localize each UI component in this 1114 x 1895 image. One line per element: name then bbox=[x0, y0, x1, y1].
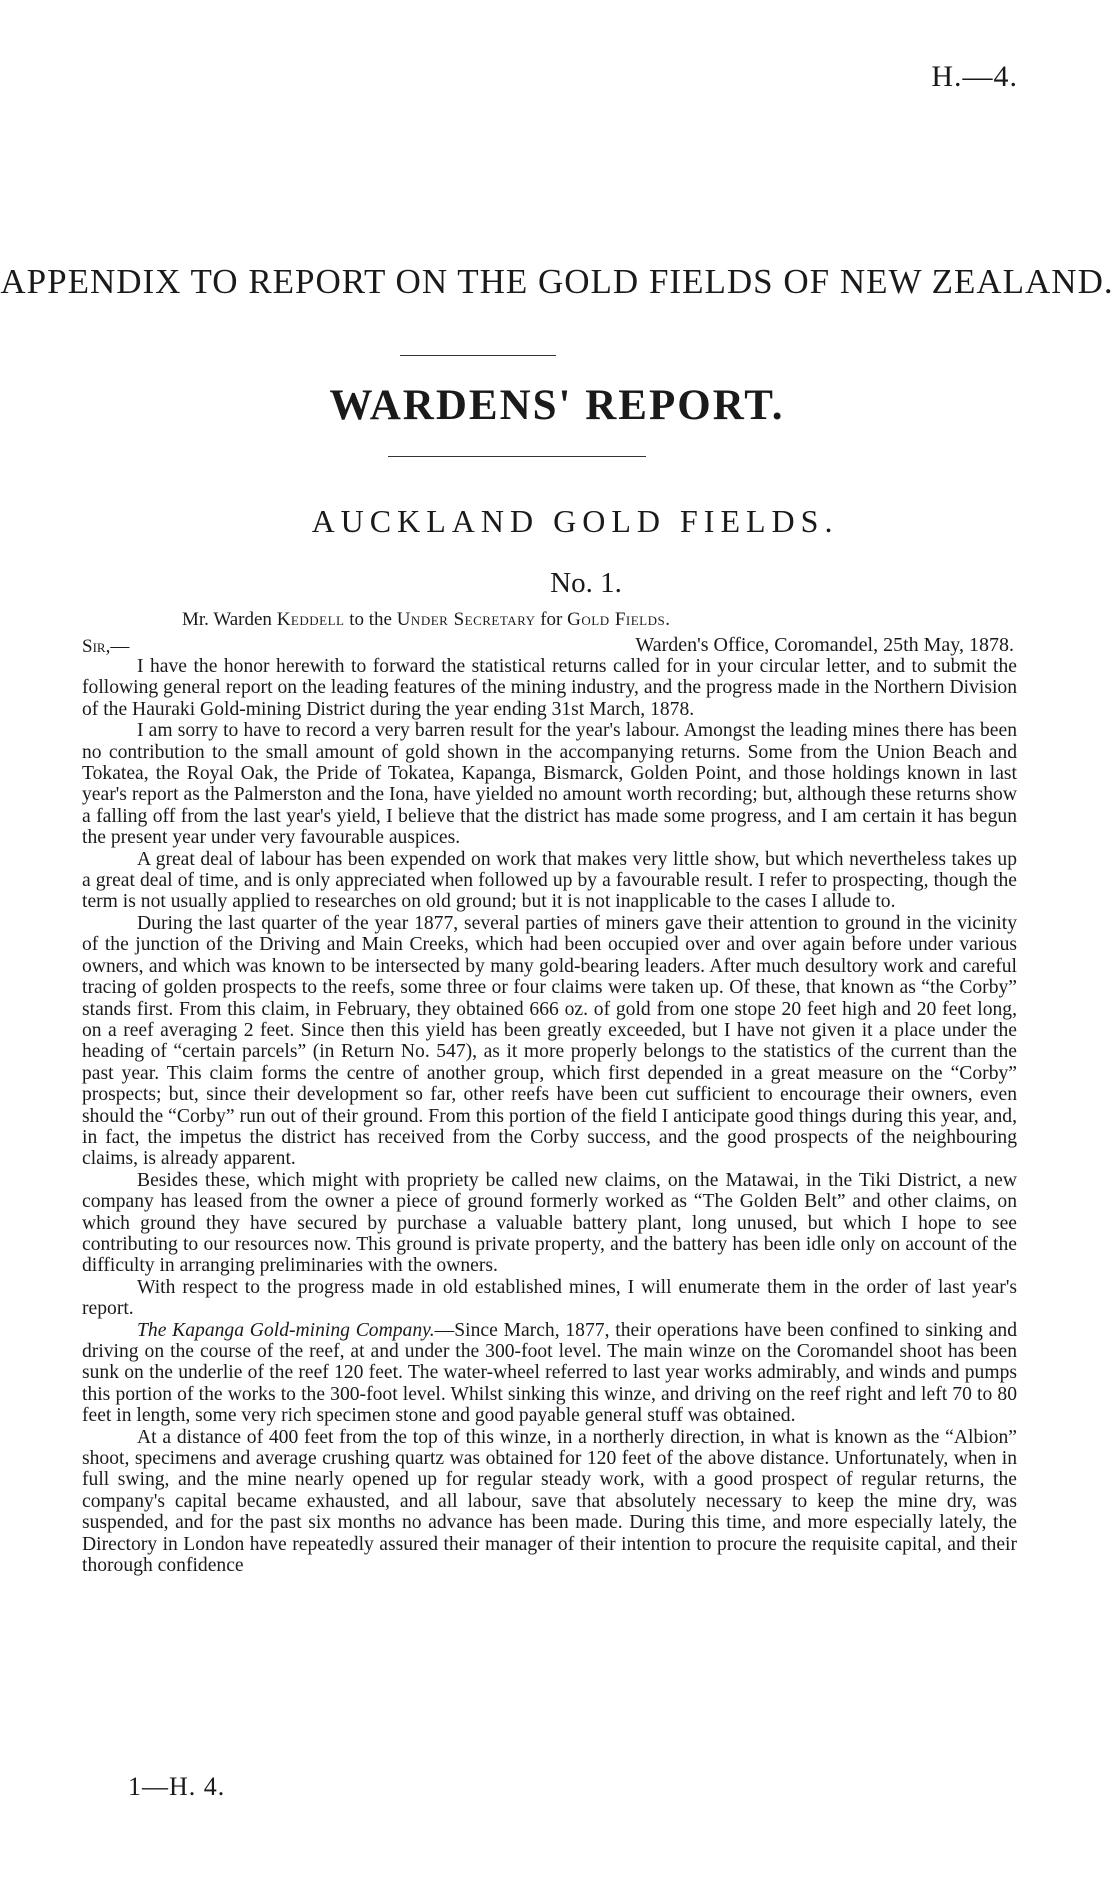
title-divider bbox=[400, 355, 556, 356]
addressee-dept: Gold Fields bbox=[567, 609, 666, 630]
report-title: APPENDIX TO REPORT ON THE GOLD FIELDS OF NEW ZEALAND. bbox=[0, 262, 1114, 301]
paragraph: During the last quarter of the year 1877, several parties of miners gave their attention to ground in the vicinity of the junction of the Driving and Main Creeks, which had been occupied over and over again before under various owners, and which was known to be intersected by many gold-bearing leaders. After much desultory work and careful tracing of golden prospects to the reefs, some three or four claims were taken up. Of these, that known as “the Corby” stands first. From this claim, in February, they obtained 666 oz. of gold from one stope 20 feet high and 20 feet long, on a reef averaging 2 feet. Since then this yield has been greatly exceeded, but I have not given it a place under the heading of “certain parcels” (in Return No. 547), as it more properly belongs to the statistics of the current than the past year. This claim forms the centre of another group, which first depended in a great measure on the “Corby” prospects; but, since their development so far, other reefs have been cut sufficient to encourage their owners, even should the “Corby” run out of their ground. From this portion of the field I anticipate good things during this year, and, in fact, the impetus the district has received from the Corby success, and the good prospects of the neighbouring claims, is already apparent. bbox=[82, 912, 1017, 1170]
letter-dateline: Warden's Office, Coromandel, 25th May, 1878. bbox=[635, 634, 1014, 656]
addressee-prefix: Mr. Warden bbox=[182, 609, 277, 630]
paragraph: A great deal of labour has been expended on work that makes very little show, but which nevertheless takes up a great deal of time, and is only appreciated when followed up by a favourable result. I refer to prospecting, though the term is not usually applied to researches on old ground; but it is not inapplicable to the cases I allude to. bbox=[82, 848, 1017, 913]
addressee-mid: to the bbox=[344, 609, 397, 630]
addressee-end: . bbox=[665, 609, 670, 630]
addressee-office: Under Secretary bbox=[396, 609, 536, 630]
section-heading: AUCKLAND GOLD FIELDS. bbox=[311, 503, 839, 539]
page-code: H.—4. bbox=[931, 60, 1018, 93]
paragraph: Besides these, which might with propriety be called new claims, on the Matawai, in the Tiki District, a new company has leased from the owner a piece of ground formerly worked as “The Golden Belt” and other claims, on which ground they have secured by purchase a valuable battery plant, long unused, but which I hope to see contributing to our resources now. This ground is private property, and the battery has been idle only on account of the difficulty in arranging preliminaries with the owners. bbox=[82, 1169, 1017, 1277]
paragraph-kapanga bbox=[82, 1320, 1017, 1427]
addressee-for: for bbox=[535, 609, 568, 630]
report-subtitle: WARDENS' REPORT. bbox=[329, 382, 785, 429]
letter-salutation: Sir,— bbox=[82, 636, 130, 657]
signature-mark: 1—H. 4. bbox=[128, 1772, 226, 1801]
paragraph: I am sorry to have to record a very barren result for the year's labour. Amongst the leading mines there has been no contribution to the small amount of gold shown in the accompanying returns. Some from the Union Beach and Tokatea, the Royal Oak, the Pride of Tokatea, Kapanga, Bismarck, Golden Point, and those holdings known in last year's report as the Palmerston and the Iona, have yielded no amount worth recording; but, although these returns show a falling off from the last year's yield, I believe that the district has made some progress, and I am certain it has begun the present year under very favourable auspices. bbox=[82, 720, 1017, 849]
paragraph: At a distance of 400 feet from the top of this winze, in a northerly direction, in what is known as the “Albion” shoot, specimens and average crushing quartz was obtained for 120 feet of the above distance. Unfortunately, when in full swing, and the mine nearly opened up for regular steady work, with a good prospect of regular returns, the company's capital became exhausted, and all labour, save that absolutely necessary to keep the mine dry, was suspended, and for the past six months no advance has been made. During this time, and more especially lately, the Directory in London have repeatedly assured their manager of their intention to procure the requisite capital, and their thorough confidence bbox=[82, 1426, 1017, 1577]
kapanga-text: —Since March, 1877, their operations have been confined to sinking and driving on the course of the reef, at and under the 300-foot level. The main winze on the Coromandel shoot has been sunk on the underlie of the reef 120 feet. The water-wheel referred to last year works admirably, and winds and pumps this portion of the works to the 300-foot level. Whilst sinking this winze, and driving on the reef right and left 70 to 80 feet in length, some very rich specimen stone and good payable general stuff was obtained. bbox=[82, 1319, 1017, 1427]
subtitle-divider bbox=[388, 456, 646, 457]
addressee-name: Keddell bbox=[276, 609, 345, 630]
document-number: No. 1. bbox=[550, 567, 622, 599]
paragraph: With respect to the progress made in old established mines, I will enumerate them in the order of last year's report. bbox=[82, 1276, 1017, 1320]
letter-addressee bbox=[182, 609, 670, 631]
kapanga-heading: The Kapanga Gold-mining Company. bbox=[137, 1319, 435, 1341]
letter-body bbox=[82, 656, 1017, 1576]
paragraph: I have the honor herewith to forward the statistical returns called for in your circular letter, and to submit the following general report on the leading features of the mining industry, and the progress made in the Northern Division of the Hauraki Gold-mining District during the year ending 31st March, 1878. bbox=[82, 656, 1017, 720]
